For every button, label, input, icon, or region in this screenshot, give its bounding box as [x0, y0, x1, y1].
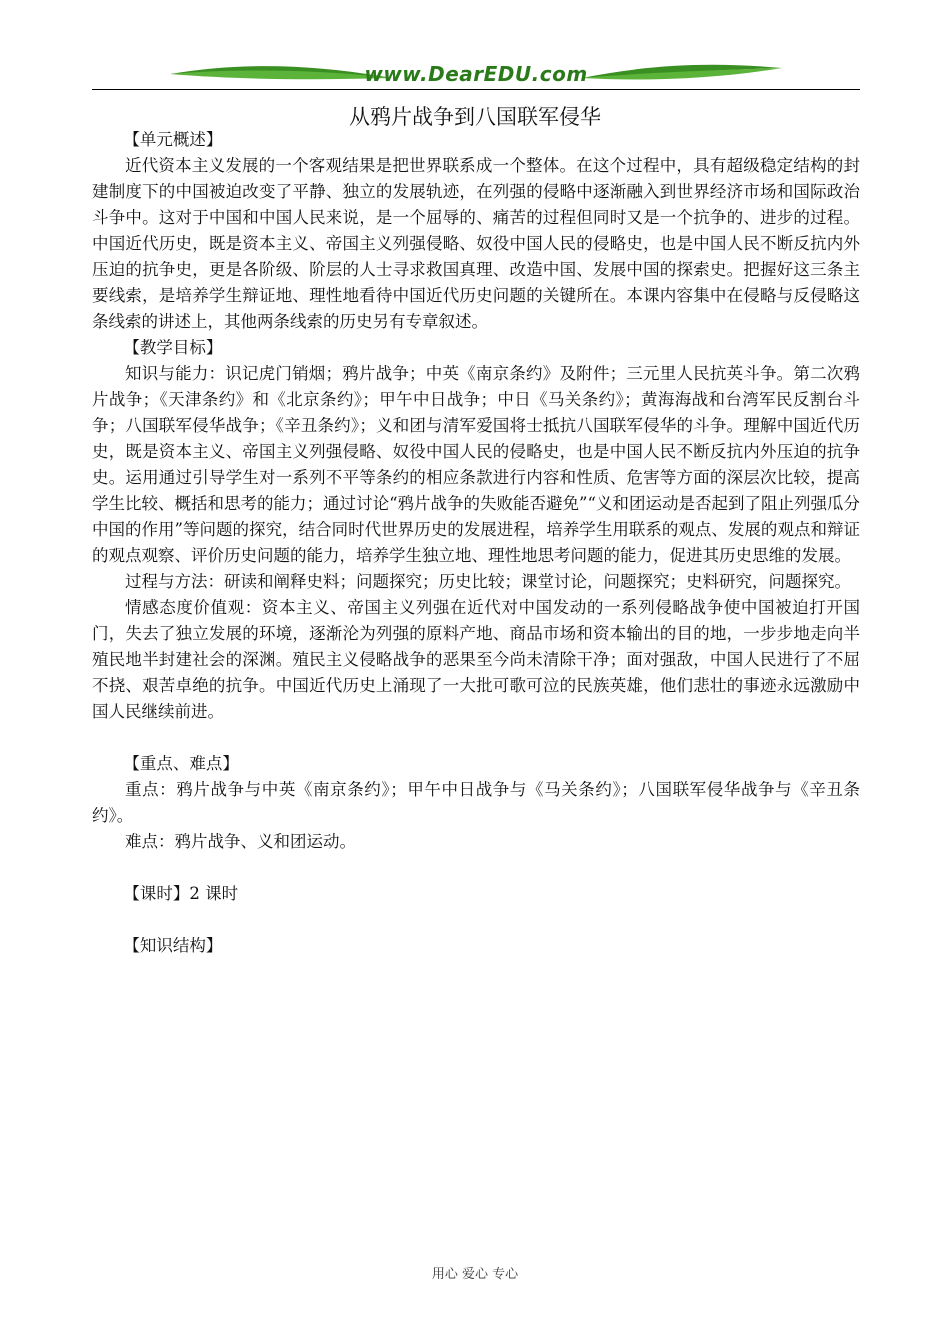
spacer [92, 855, 860, 881]
process-paragraph: 过程与方法：研读和阐释史料；问题探究；历史比较；课堂讨论，问题探究；史料研究，问题探究。 [125, 572, 851, 591]
knowledge-paragraph: 知识与能力：识记虎门销烟；鸦片战争；中英《南京条约》及附件；三元里人民抗英斗争。第二次鸦片战争；《天津条约》和《北京条约》；甲午中日战争；中日《马关条约》；黄海海战和台湾军民反割台斗争；八国联军侵华战争；《辛丑条约》；义和团与清军爱国将士抵抗八国联军侵华的斗争。理解中国近代历史，既是资本主义、帝国主义列强侵略、奴役中国人民的侵略史，也是中国人民不断反抗内外压迫的抗争史。运用通过引导学生对一系列不平等条约的相应条款进行内容和性质、危害等方面的深层次比较，提高学生比较、概括和思考的能力；通过讨论“鸦片战争的失败能否避免”“义和团运动是否起到了阻止列强瓜分中国的作用”等问题的探究，结合同时代世界历史的发展进程，培养学生用联系的观点、发展的观点和辩证的观点观察、评价历史问题的能力，培养学生独立地、理性地思考问题的能力，促进其历史思维的发展。 [92, 364, 860, 565]
header-divider [92, 89, 860, 90]
class-hours: 【课时】2 课时 [123, 884, 239, 903]
page-title: 从鸦片战争到八国联军侵华 [349, 105, 601, 129]
page-footer: 用心 爱心 专心 [431, 1267, 519, 1282]
site-header [92, 58, 860, 92]
values-paragraph: 情感态度价值观：资本主义、帝国主义列强在近代对中国发动的一系列侵略战争使中国被迫打开国门，失去了独立发展的环境，逐渐沦为列强的原料产地、商品市场和资本输出的目的地，一步步地走向半殖民地半封建社会的深渊。殖民主义侵略战争的恶果至今尚未清除干净；面对强敌，中国人民进行了不屈不挠、艰苦卓绝的抗争。中国近代历史上涌现了一大批可歌可泣的民族英雄，他们悲壮的事迹永远激励中国人民继续前进。 [92, 598, 860, 721]
key-points-paragraph: 重点：鸦片战争与中英《南京条约》；甲午中日战争与《马关条约》；八国联军侵华战争与《辛丑条约》。 [92, 780, 860, 825]
objectives-heading: 【教学目标】 [123, 338, 223, 357]
spacer [92, 907, 860, 933]
structure-heading: 【知识结构】 [123, 936, 223, 955]
difficult-points-paragraph: 难点：鸦片战争、义和团运动。 [125, 832, 356, 851]
key-points-heading: 【重点、难点】 [123, 754, 239, 773]
site-url[interactable]: www.DearEDU.com [364, 62, 588, 86]
document-body [92, 127, 860, 959]
spacer [92, 725, 860, 751]
overview-heading: 【单元概述】 [123, 130, 223, 149]
overview-paragraph: 近代资本主义发展的一个客观结果是把世界联系成一个整体。在这个过程中，具有超级稳定结构的封建制度下的中国被迫改变了平静、独立的发展轨迹，在列强的侵略中逐渐融入到世界经济市场和国际政治斗争中。这对于中国和中国人民来说，是一个屈辱的、痛苦的过程但同时又是一个抗争的、进步的过程。中国近代历史，既是资本主义、帝国主义列强侵略、奴役中国人民的侵略史，也是中国人民不断反抗内外压迫的抗争史，更是各阶级、阶层的人士寻求救国真理、改造中国、发展中国的探索史。把握好这三条主要线索，是培养学生辩证地、理性地看待中国近代历史问题的关键所在。本课内容集中在侵略与反侵略这条线索的讲述上，其他两条线索的历史另有专章叙述。 [92, 156, 860, 331]
